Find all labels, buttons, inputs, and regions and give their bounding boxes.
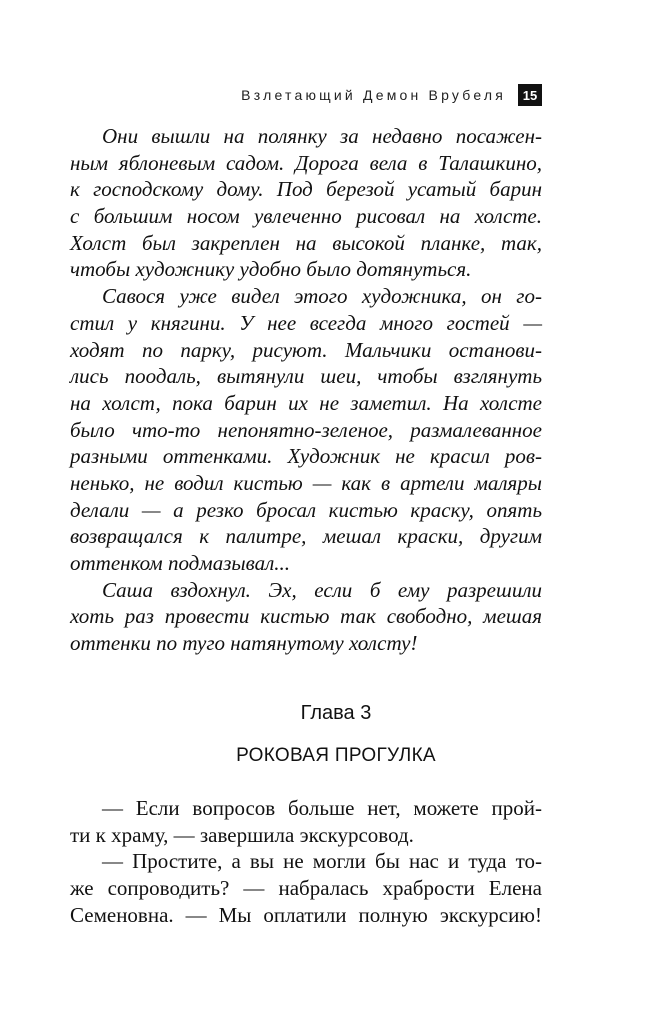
text-line: разными оттенками. Художник не красил ров-: [70, 444, 542, 469]
page-number: 15: [518, 84, 542, 106]
text-line: — Если вопросов больше нет, можете прой-: [102, 796, 542, 820]
text-line: на холст, пока барин их не заметил. На холсте: [70, 390, 542, 415]
text-line: Они вышли на полянку за недавно посажен-: [102, 124, 542, 148]
text-line: возвращался к палитре, мешал краски, другим: [70, 524, 542, 549]
text-line: с большим носом увлеченно рисовал на холсте.: [70, 204, 542, 229]
text-line: лись поодаль, вытянули шеи, чтобы взглянуть: [70, 364, 542, 389]
text-line: хоть раз провести кистью так свободно, мешая: [70, 604, 542, 629]
chapter-title: РОКОВАЯ ПРОГУЛКА: [236, 745, 436, 766]
text-line: стил у княгини. У нее всегда много гостей —: [70, 310, 542, 335]
text-line: Савося уже видел этого художника, он го-: [102, 284, 542, 309]
chapter-number: Глава 3: [300, 702, 372, 724]
text-line: к господскому дому. Под березой усатый барин: [70, 177, 542, 202]
text-line: Холст был закреплен на высокой планке, так,: [70, 230, 542, 255]
text-line: было что-то непонятно-зеленое, размалеванное: [70, 417, 542, 442]
text-line: ненько, не водил кистью — как в артели маляры: [70, 470, 542, 495]
text-line: же сопроводить? — набралась храбрости Елена: [70, 876, 542, 901]
text-line: ти к храму, — завершила экскурсовод.: [70, 822, 414, 847]
text-line: ным яблоневым садом. Дорога вела в Талашкино,: [70, 150, 542, 175]
text-line: Саша вздохнул. Эх, если б ему разрешили: [102, 577, 542, 602]
text-line: делали — а резко бросал кистью краску, опять: [70, 497, 542, 522]
text-line: оттенки по туго натянутому холсту!: [70, 631, 418, 656]
body-passage: [70, 795, 542, 928]
text-line: Семеновна. — Мы оплатили полную экскурсию!: [70, 902, 542, 927]
text-line: ходят по парку, рисуют. Мальчики останови-: [70, 337, 542, 362]
text-line: чтобы художнику удобно было дотянуться.: [70, 257, 472, 282]
italic-passage: [70, 123, 542, 657]
text-line: оттенком подмазывал...: [70, 551, 290, 575]
text-line: — Простите, а вы не могли бы нас и туда то-: [102, 849, 542, 874]
running-header: [241, 84, 542, 106]
running-title: Взлетающий Демон Врубеля: [241, 87, 506, 103]
